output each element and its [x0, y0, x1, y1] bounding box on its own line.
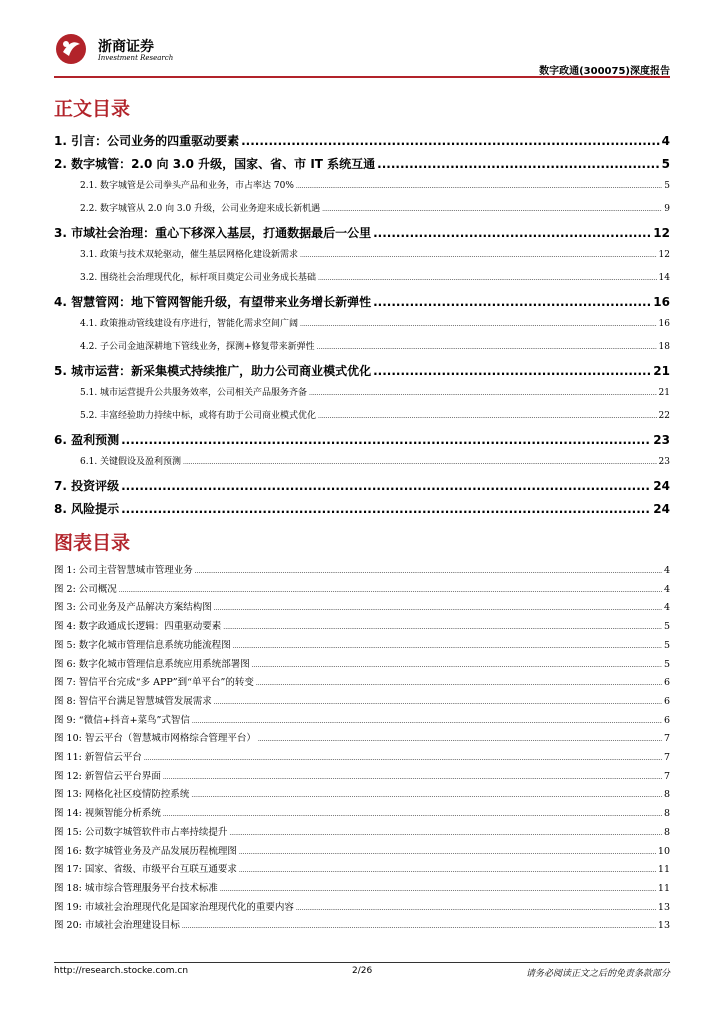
toc-subentry[interactable] [54, 270, 670, 283]
figure-entry-title: 图 9: “微信+抖音+菜鸟”式智信 [54, 714, 190, 726]
figure-entry-title: 图 7: 智信平台完成“多 APP”到“单平台”的转变 [54, 677, 254, 689]
figure-entry-page: 6 [663, 677, 670, 689]
dot-leader [195, 565, 662, 576]
figure-entry-title: 图 20: 市域社会治理建设目标 [54, 920, 180, 932]
dot-leader [220, 883, 656, 894]
toc-subentry-page: 21 [658, 388, 670, 398]
toc-subentry-title: 5.2. 丰富经验助力持续中标，或将有助于公司商业模式优化 [80, 411, 317, 421]
figure-entry-page: 4 [663, 583, 670, 595]
header-divider [54, 76, 670, 78]
dot-leader [163, 808, 662, 819]
toc-subentry-title: 3.2. 围绕社会治理现代化，标杆项目奠定公司业务成长基础 [80, 273, 317, 283]
figure-entry-title: 图 6: 数字化城市管理信息系统应用系统部署图 [54, 658, 250, 670]
toc-entry-page: 5 [661, 157, 670, 171]
figure-entry-title: 图 19: 市域社会治理现代化是国家治理现代化的重要内容 [54, 901, 294, 913]
figure-entry[interactable] [54, 674, 670, 688]
dot-leader [300, 319, 657, 329]
toc-subentry-page: 23 [658, 457, 670, 467]
dot-leader [191, 789, 662, 800]
toc-entry-title: 3. 市域社会治理：重心下移深入基层，打通数据最后一公里 [54, 226, 372, 240]
figure-entry-title: 图 11: 新智信云平台 [54, 752, 142, 763]
figure-entry[interactable] [54, 861, 670, 875]
toc-subentry-title: 3.1. 政策与技术双轮驱动，催生基层网格化建设新需求 [80, 250, 299, 260]
disclaimer-note: 请务必阅读正文之后的免责条款部分 [525, 969, 670, 979]
logo-icon [54, 32, 88, 66]
dot-leader [258, 733, 662, 744]
toc-subentry[interactable] [54, 385, 670, 398]
dot-leader [229, 827, 662, 838]
toc-entry[interactable] [54, 477, 670, 494]
figure-entry-page: 13 [657, 901, 670, 913]
figure-entry[interactable] [54, 749, 670, 763]
dot-leader [317, 342, 657, 352]
toc-entry-title: 5. 城市运营：新采集模式持续推广，助力公司商业模式优化 [54, 364, 372, 378]
page-number: 2/26 [352, 966, 373, 976]
figure-entry-title: 图 17: 国家、省级、市级平台互联互通要求 [54, 864, 237, 876]
toc-subentry-page: 22 [658, 411, 670, 421]
toc-subentry[interactable] [54, 454, 670, 467]
dot-leader [121, 433, 651, 447]
toc-subentry-page: 16 [658, 319, 670, 329]
figure-entry[interactable] [54, 880, 670, 894]
dot-leader [296, 902, 656, 913]
dot-leader [239, 846, 656, 857]
figure-entry-page: 8 [663, 808, 670, 820]
logo-text-cn: 浙商证券 [98, 39, 154, 55]
toc-entry-page: 21 [653, 364, 670, 378]
dot-leader [183, 457, 657, 467]
figure-entry-title: 图 16: 数字城管业务及产品发展历程梳理图 [54, 845, 237, 857]
figure-entry-title: 图 18: 城市综合管理服务平台技术标准 [54, 882, 218, 894]
logo-text-en: Investment Research [98, 54, 174, 62]
figure-entry-page: 5 [663, 639, 670, 651]
report-title: 数字政通(300075)深度报告 [539, 66, 670, 77]
figure-entry-page: 5 [663, 658, 670, 670]
toc-subentry[interactable] [54, 247, 670, 260]
figure-entry-title: 图 15: 公司数字城管软件市占率持续提升 [54, 826, 228, 838]
figure-entry-page: 10 [657, 845, 670, 857]
figure-entry-title: 图 4: 数字政通成长逻辑：四重驱动要素 [54, 621, 222, 633]
figure-entry[interactable] [54, 730, 670, 744]
dot-leader [144, 752, 662, 763]
dot-leader [163, 771, 662, 782]
toc-subentry-page: 14 [658, 273, 670, 283]
toc-entry-page: 12 [653, 226, 670, 240]
figure-entry-title: 图 8: 智信平台满足智慧城管发展需求 [54, 695, 212, 707]
figure-entry-page: 7 [663, 770, 670, 782]
figure-entry-title: 图 3: 公司业务及产品解决方案结构图 [54, 602, 212, 614]
toc-entry-title: 1. 引言：公司业务的四重驱动要素 [54, 134, 240, 148]
figure-entry-page: 13 [657, 920, 670, 932]
footer-url[interactable]: http://research.stocke.com.cn [54, 966, 189, 976]
figure-entry-page: 8 [663, 789, 670, 801]
toc-subentry-page: 9 [664, 204, 670, 214]
figure-entry-page: 11 [657, 864, 670, 876]
figure-list-heading: 图表目录 [54, 532, 131, 554]
figure-entry-title: 图 5: 数字化城市管理信息系统功能流程图 [54, 639, 231, 651]
toc-subentry-page: 12 [658, 250, 670, 260]
figure-entry[interactable] [54, 712, 670, 726]
dot-leader [192, 715, 662, 726]
figure-entry[interactable] [54, 618, 670, 632]
toc-entry[interactable] [54, 500, 670, 517]
figure-entry-page: 7 [663, 752, 670, 763]
dot-leader [252, 659, 662, 670]
dot-leader [373, 364, 651, 378]
figure-entry-title: 图 13: 网格化社区疫情防控系统 [54, 789, 190, 801]
figure-entry[interactable] [54, 899, 670, 913]
toc-entry[interactable] [54, 155, 670, 172]
figure-entry-title: 图 12: 新智信云平台界面 [54, 770, 161, 782]
toc-subentry[interactable] [54, 316, 670, 329]
toc-entry-page: 16 [653, 295, 670, 309]
figure-entry[interactable] [54, 656, 670, 670]
page-header [54, 30, 670, 78]
dot-leader [318, 273, 657, 283]
toc-entry-title: 6. 盈利预测 [54, 433, 120, 447]
figure-entry-page: 4 [663, 602, 670, 614]
figure-entry[interactable] [54, 562, 670, 576]
figure-entry-title: 图 10: 智云平台（智慧城市网格综合管理平台） [54, 733, 256, 745]
figure-entry-page: 8 [663, 826, 670, 838]
toc-subentry-page: 5 [664, 181, 670, 191]
figure-entry[interactable] [54, 637, 670, 651]
figure-entry-page: 6 [663, 714, 670, 726]
toc-entry-title: 8. 风险提示 [54, 502, 120, 516]
dot-leader [233, 640, 662, 651]
figure-entry-page: 5 [663, 621, 670, 633]
toc-subentry-title: 5.1. 城市运营提升公共服务效率，公司相关产品服务齐备 [80, 388, 308, 398]
dot-leader [309, 388, 657, 398]
figure-entry[interactable] [54, 786, 670, 800]
toc-subentry-title: 4.2. 子公司金迪深耕地下管线业务，探测+修复带来新弹性 [80, 342, 315, 352]
dot-leader [256, 677, 662, 688]
dot-leader [121, 502, 651, 516]
dot-leader [214, 602, 662, 613]
toc-entry[interactable] [54, 132, 670, 149]
dot-leader [377, 157, 659, 171]
dot-leader [322, 204, 662, 214]
dot-leader [223, 621, 662, 632]
dot-leader [119, 584, 662, 595]
figure-entry-title: 图 1: 公司主营智慧城市管理业务 [54, 565, 193, 576]
toc-entry-page: 4 [661, 134, 670, 148]
toc-entry[interactable] [54, 362, 670, 379]
figure-entry[interactable] [54, 843, 670, 857]
toc-subentry-title: 2.2. 数字城管从 2.0 向 3.0 升级，公司业务迎来成长新机遇 [80, 204, 321, 214]
toc-entry-title: 7. 投资评级 [54, 479, 120, 493]
toc-subentry-page: 18 [658, 342, 670, 352]
toc-subentry-title: 6.1. 关键假设及盈利预测 [80, 457, 182, 467]
toc-subentry[interactable] [54, 408, 670, 421]
figure-entry[interactable] [54, 599, 670, 613]
figure-entry[interactable] [54, 581, 670, 595]
toc-entry-page: 24 [653, 502, 670, 516]
toc-entry[interactable] [54, 293, 670, 310]
dot-leader [121, 479, 651, 493]
toc-entry-page: 23 [653, 433, 670, 447]
toc-subentry-title: 2.1. 数字城管是公司拳头产品和业务，市占率达 70% [80, 181, 294, 191]
figure-entry[interactable] [54, 824, 670, 838]
footer-divider [54, 962, 670, 963]
figure-entry-page: 6 [663, 695, 670, 707]
dot-leader [318, 411, 657, 421]
toc-subentry[interactable] [54, 339, 670, 352]
toc-subentry[interactable] [54, 178, 670, 191]
toc-subentry-title: 4.1. 政策推动管线建设有序进行，智能化需求空间广阔 [80, 319, 299, 329]
figure-entry-title: 图 14: 视频智能分析系统 [54, 808, 161, 820]
toc-entry-title: 4. 智慧管网：地下管网智能升级，有望带来业务增长新弹性 [54, 295, 372, 309]
dot-leader [373, 226, 651, 240]
toc-entry-title: 2. 数字城管：2.0 向 3.0 升级，国家、省、市 IT 系统互通 [54, 157, 376, 171]
figure-entry-page: 11 [657, 882, 670, 894]
toc-entry-page: 24 [653, 479, 670, 493]
figure-entry-title: 图 2: 公司概况 [54, 583, 117, 595]
figure-entry[interactable] [54, 917, 670, 931]
dot-leader [296, 181, 662, 191]
figure-entry[interactable] [54, 768, 670, 782]
toc-heading: 正文目录 [54, 98, 131, 120]
dot-leader [182, 920, 656, 931]
dot-leader [373, 295, 651, 309]
dot-leader [241, 134, 660, 148]
figure-entry-page: 4 [663, 565, 670, 576]
dot-leader [300, 250, 657, 260]
dot-leader [214, 696, 662, 707]
figure-entry[interactable] [54, 693, 670, 707]
toc-entry[interactable] [54, 224, 670, 241]
figure-entry[interactable] [54, 805, 670, 819]
figure-entry-page: 7 [663, 733, 670, 745]
toc-subentry[interactable] [54, 201, 670, 214]
toc-entry[interactable] [54, 431, 670, 448]
dot-leader [239, 864, 656, 875]
